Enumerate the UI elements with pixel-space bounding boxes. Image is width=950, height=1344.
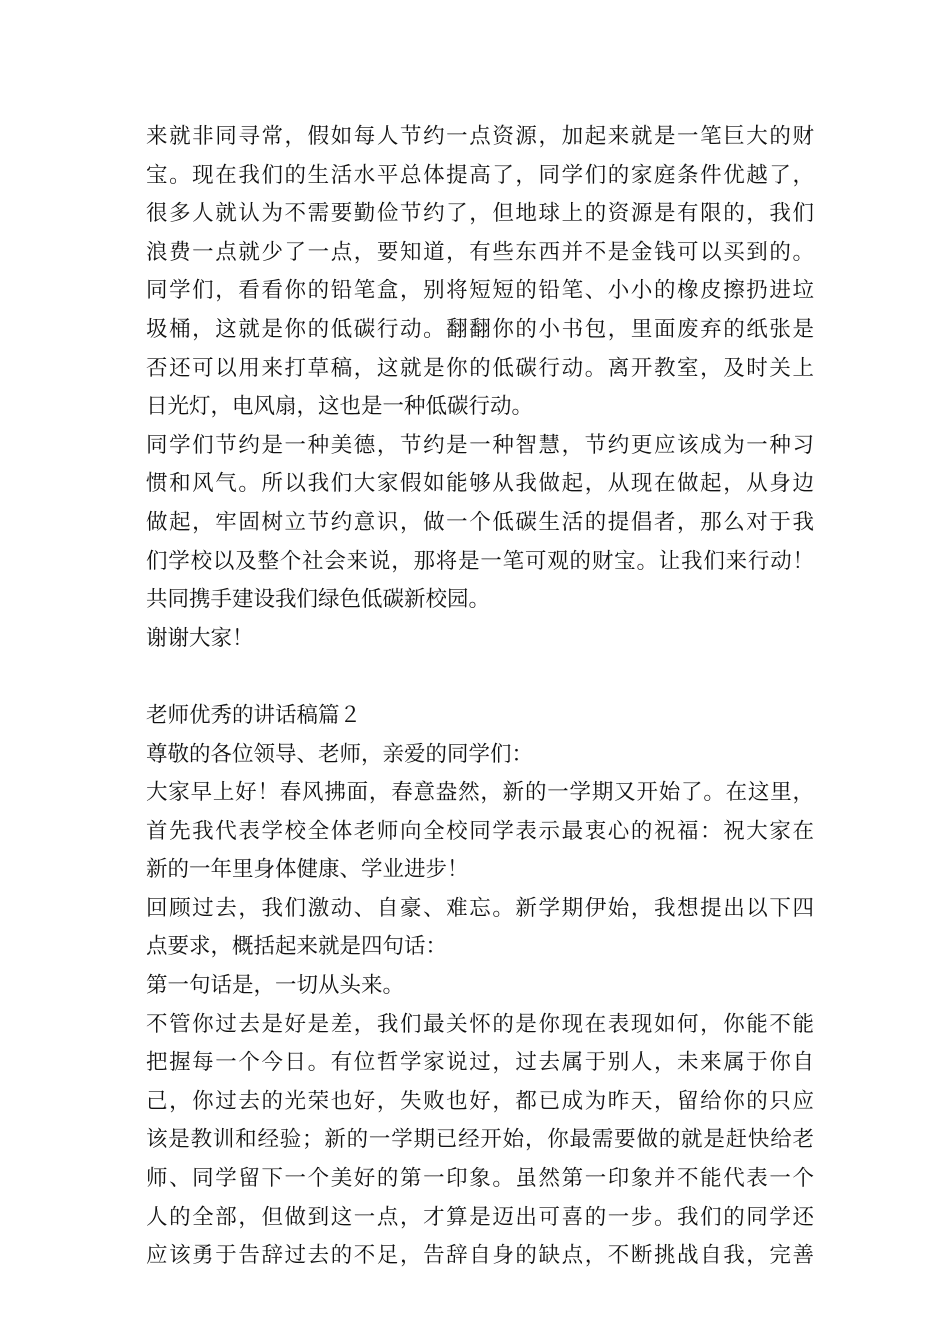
paragraph-line: 己，你过去的光荣也好，失败也好，都已成为昨天，留给你的只应 [146,1088,814,1114]
paragraph-line: 第一句话是，一切从头来。 [146,973,405,999]
paragraph-line: 日光灯，电风扇，这也是一种低碳行动。 [146,394,534,420]
paragraph-line: 该是教训和经验；新的一学期已经开始，你最需要做的就是赶快给老 [146,1127,814,1153]
paragraph-line: 人的全部，但做到这一点，才算是迈出可喜的一步。我们的同学还 [146,1204,814,1230]
paragraph-line: 做起，牢固树立节约意识，做一个低碳生活的提倡者，那么对于我 [146,509,814,535]
paragraph-line: 师、同学留下一个美好的第一印象。虽然第一印象并不能代表一个 [146,1166,814,1192]
paragraph-line: 同学们，看看你的铅笔盒，别将短短的铅笔、小小的橡皮擦扔进垃 [146,278,814,304]
paragraph-line: 点要求，概括起来就是四句话： [146,934,448,960]
paragraph-line: 浪费一点就少了一点，要知道，有些东西并不是金钱可以买到的。 [146,239,814,265]
paragraph-line: 圾桶，这就是你的低碳行动。翻翻你的小书包，里面废弃的纸张是 [146,316,814,342]
paragraph-line: 来就非同寻常，假如每人节约一点资源，加起来就是一笔巨大的财 [146,124,814,149]
section-title: 老师优秀的讲话稿篇２ [146,702,362,728]
salutation: 尊敬的各位领导、老师，亲爱的同学们： [146,741,534,767]
paragraph-line: 应该勇于告辞过去的不足，告辞自身的缺点，不断挑战自我，完善 [146,1243,814,1269]
paragraph-line: 们学校以及整个社会来说，那将是一笔可观的财宝。让我们来行动！ [146,548,814,574]
paragraph-line: 首先我代表学校全体老师向全校同学表示最衷心的祝福：祝大家在 [146,818,814,844]
paragraph-line: 否还可以用来打草稿，这就是你的低碳行动。离开教室，及时关上 [146,355,814,381]
paragraph-line: 把握每一个今日。有位哲学家说过，过去属于别人，未来属于你自 [146,1050,814,1076]
paragraph-line: 惯和风气。所以我们大家假如能够从我做起，从现在做起，从身边 [146,471,814,497]
paragraph-line: 同学们节约是一种美德，节约是一种智慧，节约更应该成为一种习 [146,432,814,458]
paragraph-line: 很多人就认为不需要勤俭节约了，但地球上的资源是有限的，我们 [146,201,814,227]
paragraph-line: 大家早上好！春风拂面，春意盎然，新的一学期又开始了。在这里， [146,780,814,806]
document-page [146,118,814,1276]
paragraph-line: 共同携手建设我们绿色低碳新校园。 [146,587,491,613]
blank-line [146,658,814,697]
paragraph-line: 宝。现在我们的生活水平总体提高了，同学们的家庭条件优越了， [146,162,814,188]
paragraph-line: 回顾过去，我们激动、自豪、难忘。新学期伊始，我想提出以下四 [146,895,814,921]
paragraph-line: 不管你过去是好是差，我们最关怀的是你现在表现如何，你能不能 [146,1011,814,1037]
closing-text: 谢谢大家！ [146,625,254,651]
paragraph-line: 新的一年里身体健康、学业进步！ [146,857,469,883]
